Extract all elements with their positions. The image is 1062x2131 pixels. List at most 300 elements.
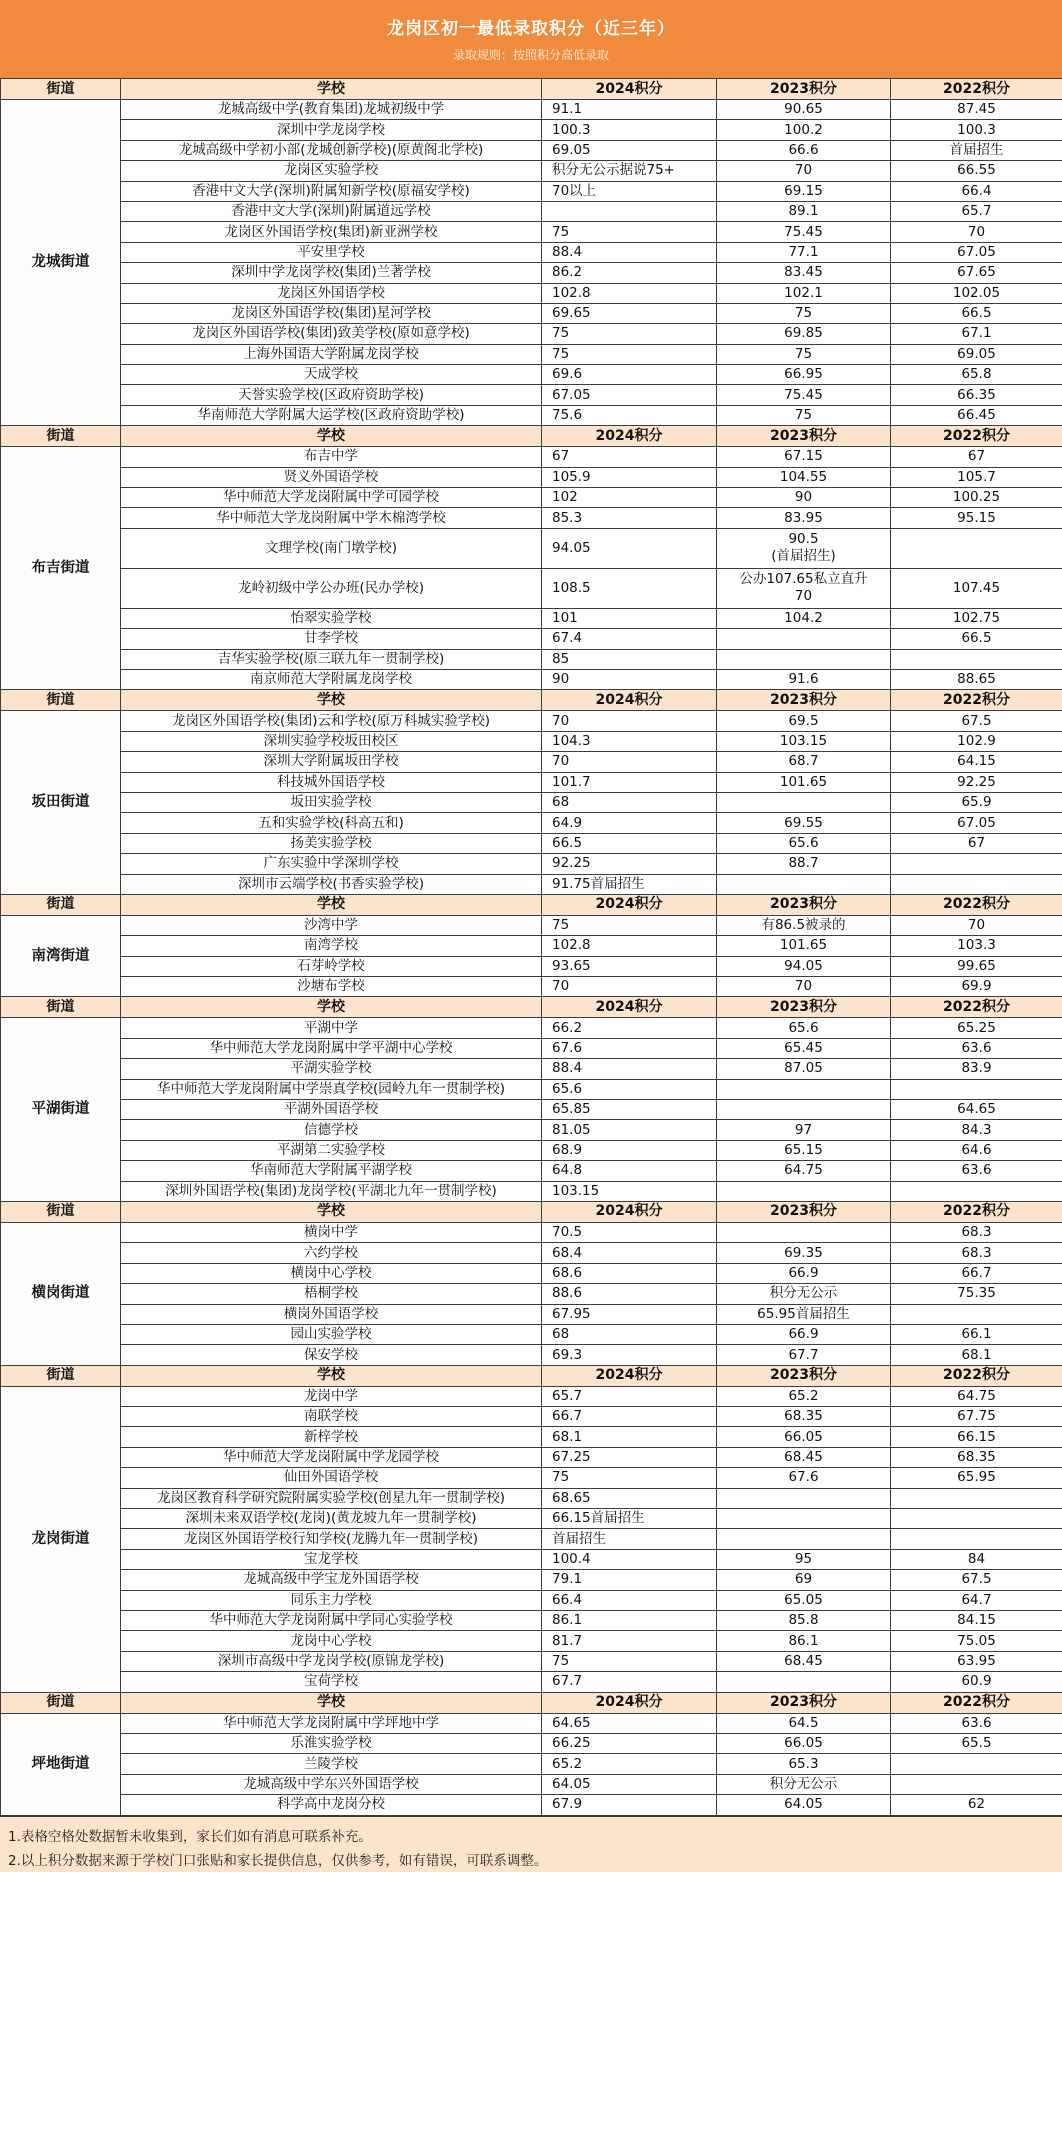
score-2022: 68.35 bbox=[891, 1447, 1062, 1467]
score-2022: 67.65 bbox=[891, 263, 1062, 283]
score-2024: 108.5 bbox=[542, 568, 717, 608]
score-2024: 75 bbox=[542, 222, 717, 242]
score-2022: 67.75 bbox=[891, 1407, 1062, 1427]
school-name: 科学高中龙岗分校 bbox=[121, 1795, 542, 1815]
score-2023 bbox=[717, 649, 891, 669]
school-name: 同乐主力学校 bbox=[121, 1590, 542, 1610]
school-row bbox=[1, 1733, 1062, 1753]
score-2022: 66.15 bbox=[891, 1427, 1062, 1447]
score-2024: 68.65 bbox=[542, 1488, 717, 1508]
score-2024: 65.85 bbox=[542, 1100, 717, 1120]
school-name: 平湖中学 bbox=[121, 1018, 542, 1038]
score-2024: 65.2 bbox=[542, 1754, 717, 1774]
school-row bbox=[1, 1161, 1062, 1181]
school-row bbox=[1, 100, 1062, 120]
score-2024 bbox=[542, 201, 717, 221]
score-2024: 69.05 bbox=[542, 140, 717, 160]
score-2024: 积分无公示据说75+ bbox=[542, 161, 717, 181]
district-column-header: 街道 bbox=[1, 690, 121, 711]
school-name: 华中师范大学龙岗附属中学平湖中心学校 bbox=[121, 1038, 542, 1058]
district-name: 龙岗街道 bbox=[1, 1386, 121, 1692]
school-name: 龙岗区外国语学校(集团)新亚洲学校 bbox=[121, 222, 542, 242]
score-2022: 67.5 bbox=[891, 711, 1062, 731]
school-name: 横岗中学 bbox=[121, 1222, 542, 1242]
school-name: 六约学校 bbox=[121, 1243, 542, 1263]
score-2022: 63.6 bbox=[891, 1713, 1062, 1733]
score-2023 bbox=[717, 1488, 891, 1508]
score-2022: 63.6 bbox=[891, 1161, 1062, 1181]
score-2024: 68 bbox=[542, 792, 717, 812]
school-row bbox=[1, 752, 1062, 772]
school-name: 贤义外国语学校 bbox=[121, 467, 542, 487]
score-2022: 64.15 bbox=[891, 752, 1062, 772]
score-2024: 90 bbox=[542, 669, 717, 689]
score-2023: 69.35 bbox=[717, 1243, 891, 1263]
school-name: 龙城高级中学宝龙外国语学校 bbox=[121, 1570, 542, 1590]
score-2024: 93.65 bbox=[542, 956, 717, 976]
school-name: 平湖第二实验学校 bbox=[121, 1140, 542, 1160]
score-2023: 70 bbox=[717, 161, 891, 181]
school-row bbox=[1, 161, 1062, 181]
score-2023: 83.45 bbox=[717, 263, 891, 283]
score-2024-header: 2024积分 bbox=[542, 894, 717, 915]
score-2022: 67.05 bbox=[891, 813, 1062, 833]
school-column-header: 学校 bbox=[121, 997, 542, 1018]
score-2022: 107.45 bbox=[891, 568, 1062, 608]
score-2023: 66.6 bbox=[717, 140, 891, 160]
score-2024: 70以上 bbox=[542, 181, 717, 201]
score-2023: 64.5 bbox=[717, 1713, 891, 1733]
score-2024: 101.7 bbox=[542, 772, 717, 792]
score-2023: 65.3 bbox=[717, 1754, 891, 1774]
school-row bbox=[1, 874, 1062, 894]
score-2022: 67.5 bbox=[891, 1570, 1062, 1590]
score-2024: 75 bbox=[542, 915, 717, 935]
school-row bbox=[1, 568, 1062, 608]
score-2023: 69.5 bbox=[717, 711, 891, 731]
score-2024: 66.4 bbox=[542, 1590, 717, 1610]
district-column-header: 街道 bbox=[1, 79, 121, 100]
school-name: 南京师范大学附属龙岗学校 bbox=[121, 669, 542, 689]
score-2022: 84.3 bbox=[891, 1120, 1062, 1140]
score-2022 bbox=[891, 1304, 1062, 1324]
score-2024: 85 bbox=[542, 649, 717, 669]
score-2022 bbox=[891, 1774, 1062, 1794]
score-2022: 69.9 bbox=[891, 977, 1062, 997]
score-2023: 102.1 bbox=[717, 283, 891, 303]
school-name: 华中师范大学龙岗附属中学木棉湾学校 bbox=[121, 508, 542, 528]
school-row bbox=[1, 1468, 1062, 1488]
score-2023 bbox=[717, 874, 891, 894]
school-column-header: 学校 bbox=[121, 79, 542, 100]
score-2024: 64.65 bbox=[542, 1713, 717, 1733]
score-2022 bbox=[891, 874, 1062, 894]
school-name: 横岗中心学校 bbox=[121, 1263, 542, 1283]
school-row bbox=[1, 1324, 1062, 1344]
school-row bbox=[1, 324, 1062, 344]
school-row bbox=[1, 629, 1062, 649]
school-name: 华中师范大学龙岗附属中学龙园学校 bbox=[121, 1447, 542, 1467]
score-2024-header: 2024积分 bbox=[542, 1201, 717, 1222]
school-row bbox=[1, 1140, 1062, 1160]
score-2022: 65.7 bbox=[891, 201, 1062, 221]
score-2024: 100.4 bbox=[542, 1549, 717, 1569]
district-name: 横岗街道 bbox=[1, 1222, 121, 1365]
score-2023: 68.7 bbox=[717, 752, 891, 772]
school-name: 华南师范大学附属大运学校(区政府资助学校) bbox=[121, 405, 542, 425]
district-header-row bbox=[1, 1692, 1062, 1713]
score-2022 bbox=[891, 649, 1062, 669]
score-2023: 104.2 bbox=[717, 608, 891, 628]
score-2023: 85.8 bbox=[717, 1611, 891, 1631]
school-row bbox=[1, 1222, 1062, 1242]
school-row bbox=[1, 649, 1062, 669]
school-row bbox=[1, 813, 1062, 833]
score-2022-header: 2022积分 bbox=[891, 79, 1062, 100]
school-name: 龙岗区外国语学校(集团)云和学校(原万科城实验学校) bbox=[121, 711, 542, 731]
school-name: 吉华实验学校(原三联九年一贯制学校) bbox=[121, 649, 542, 669]
score-2023 bbox=[717, 1509, 891, 1529]
school-name: 华中师范大学龙岗附属中学坪地中学 bbox=[121, 1713, 542, 1733]
score-2024: 70 bbox=[542, 977, 717, 997]
school-name: 兰陵学校 bbox=[121, 1754, 542, 1774]
school-name: 华南师范大学附属平湖学校 bbox=[121, 1161, 542, 1181]
district-name: 布吉街道 bbox=[1, 447, 121, 690]
score-2023 bbox=[717, 792, 891, 812]
score-2024: 64.05 bbox=[542, 1774, 717, 1794]
school-name: 深圳市云端学校(书香实验学校) bbox=[121, 874, 542, 894]
school-name: 南联学校 bbox=[121, 1407, 542, 1427]
school-row bbox=[1, 181, 1062, 201]
school-name: 龙城高级中学(教育集团)龙城初级中学 bbox=[121, 100, 542, 120]
school-row bbox=[1, 1059, 1062, 1079]
district-header-row bbox=[1, 997, 1062, 1018]
score-2022: 66.7 bbox=[891, 1263, 1062, 1283]
score-2024: 65.7 bbox=[542, 1386, 717, 1406]
score-2023: 66.05 bbox=[717, 1733, 891, 1753]
school-row bbox=[1, 405, 1062, 425]
score-2022: 66.35 bbox=[891, 385, 1062, 405]
school-row bbox=[1, 242, 1062, 262]
footnote-2: 2.以上积分数据来源于学校门口张贴和家长提供信息，仅供参考，如有错误，可联系调整。 bbox=[8, 1853, 548, 1869]
score-2023: 86.1 bbox=[717, 1631, 891, 1651]
score-2022: 83.9 bbox=[891, 1059, 1062, 1079]
score-2024: 92.25 bbox=[542, 854, 717, 874]
score-2023: 75.45 bbox=[717, 222, 891, 242]
score-2024: 91.75首届招生 bbox=[542, 874, 717, 894]
school-row bbox=[1, 1713, 1062, 1733]
score-2022: 66.45 bbox=[891, 405, 1062, 425]
school-column-header: 学校 bbox=[121, 690, 542, 711]
score-2023: 101.65 bbox=[717, 936, 891, 956]
school-name: 华中师范大学龙岗附属中学同心实验学校 bbox=[121, 1611, 542, 1631]
score-2022: 68.1 bbox=[891, 1345, 1062, 1365]
score-2024: 67.4 bbox=[542, 629, 717, 649]
school-row bbox=[1, 772, 1062, 792]
school-row bbox=[1, 1120, 1062, 1140]
score-2023: 66.9 bbox=[717, 1263, 891, 1283]
score-2023 bbox=[717, 1222, 891, 1242]
school-name: 仙田外国语学校 bbox=[121, 1468, 542, 1488]
school-row bbox=[1, 1181, 1062, 1201]
score-2023 bbox=[717, 1100, 891, 1120]
score-2022: 75.35 bbox=[891, 1284, 1062, 1304]
school-name: 龙岗中学 bbox=[121, 1386, 542, 1406]
school-row bbox=[1, 365, 1062, 385]
school-row bbox=[1, 1427, 1062, 1447]
score-2022: 66.5 bbox=[891, 303, 1062, 323]
district-column-header: 街道 bbox=[1, 894, 121, 915]
score-2022: 67.1 bbox=[891, 324, 1062, 344]
school-column-header: 学校 bbox=[121, 1201, 542, 1222]
score-2024: 69.3 bbox=[542, 1345, 717, 1365]
score-2022: 65.25 bbox=[891, 1018, 1062, 1038]
school-row bbox=[1, 608, 1062, 628]
score-2022: 66.55 bbox=[891, 161, 1062, 181]
school-row bbox=[1, 1386, 1062, 1406]
score-2023-header: 2023积分 bbox=[717, 79, 891, 100]
score-2024: 68.9 bbox=[542, 1140, 717, 1160]
score-2024: 79.1 bbox=[542, 1570, 717, 1590]
score-2022: 84 bbox=[891, 1549, 1062, 1569]
school-row bbox=[1, 1509, 1062, 1529]
score-2022: 65.9 bbox=[891, 792, 1062, 812]
district-header-row bbox=[1, 79, 1062, 100]
score-2022: 87.45 bbox=[891, 100, 1062, 120]
score-2023: 75 bbox=[717, 344, 891, 364]
score-2023 bbox=[717, 1079, 891, 1099]
score-2022: 70 bbox=[891, 222, 1062, 242]
school-row bbox=[1, 956, 1062, 976]
table-header bbox=[0, 0, 1062, 78]
school-name: 深圳未来双语学校(龙岗)(黄龙坡九年一贯制学校) bbox=[121, 1509, 542, 1529]
school-row bbox=[1, 1079, 1062, 1099]
score-2022 bbox=[891, 854, 1062, 874]
school-name: 龙岗区外国语学校(集团)星河学校 bbox=[121, 303, 542, 323]
school-row bbox=[1, 344, 1062, 364]
score-2024: 65.6 bbox=[542, 1079, 717, 1099]
score-2024: 103.15 bbox=[542, 1181, 717, 1201]
score-2023: 70 bbox=[717, 977, 891, 997]
score-2023: 69.15 bbox=[717, 181, 891, 201]
score-2023: 65.45 bbox=[717, 1038, 891, 1058]
score-2024: 75.6 bbox=[542, 405, 717, 425]
score-2024-header: 2024积分 bbox=[542, 997, 717, 1018]
score-2024: 88.6 bbox=[542, 1284, 717, 1304]
score-2022 bbox=[891, 1509, 1062, 1529]
school-row bbox=[1, 1549, 1062, 1569]
school-name: 沙湾中学 bbox=[121, 915, 542, 935]
score-2023: 68.45 bbox=[717, 1651, 891, 1671]
score-2024: 75 bbox=[542, 344, 717, 364]
score-2022: 70 bbox=[891, 915, 1062, 935]
school-name: 文理学校(南门墩学校) bbox=[121, 528, 542, 568]
school-row bbox=[1, 1447, 1062, 1467]
school-name: 平湖实验学校 bbox=[121, 1059, 542, 1079]
score-2024: 86.2 bbox=[542, 263, 717, 283]
score-2022 bbox=[891, 1181, 1062, 1201]
score-2024: 69.6 bbox=[542, 365, 717, 385]
footnote-1: 1.表格空格处数据暂未收集到，家长们如有消息可联系补充。 bbox=[8, 1829, 372, 1845]
score-2023: 公办107.65私立直升 70 bbox=[717, 568, 891, 608]
score-2024: 70.5 bbox=[542, 1222, 717, 1242]
score-2022 bbox=[891, 1488, 1062, 1508]
school-row bbox=[1, 1263, 1062, 1283]
district-header-row bbox=[1, 894, 1062, 915]
school-name: 科技城外国语学校 bbox=[121, 772, 542, 792]
score-2023: 65.6 bbox=[717, 833, 891, 853]
score-2022: 100.25 bbox=[891, 488, 1062, 508]
district-name: 龙城街道 bbox=[1, 100, 121, 426]
score-2023 bbox=[717, 1672, 891, 1692]
score-2024: 81.05 bbox=[542, 1120, 717, 1140]
school-row bbox=[1, 1038, 1062, 1058]
score-2024: 66.5 bbox=[542, 833, 717, 853]
score-2024: 68 bbox=[542, 1324, 717, 1344]
district-column-header: 街道 bbox=[1, 997, 121, 1018]
district-column-header: 街道 bbox=[1, 426, 121, 447]
score-2023-header: 2023积分 bbox=[717, 1201, 891, 1222]
score-2022: 105.7 bbox=[891, 467, 1062, 487]
score-2024: 首届招生 bbox=[542, 1529, 717, 1549]
school-name: 怡翠实验学校 bbox=[121, 608, 542, 628]
school-row bbox=[1, 201, 1062, 221]
score-2022: 67 bbox=[891, 833, 1062, 853]
school-row bbox=[1, 1284, 1062, 1304]
score-2024: 102 bbox=[542, 488, 717, 508]
school-name: 南湾学校 bbox=[121, 936, 542, 956]
school-name: 平安里学校 bbox=[121, 242, 542, 262]
school-name: 龙城高级中学初小部(龙城创新学校)(原黄阁北学校) bbox=[121, 140, 542, 160]
score-2022: 69.05 bbox=[891, 344, 1062, 364]
score-2022: 63.6 bbox=[891, 1038, 1062, 1058]
school-name: 平湖外国语学校 bbox=[121, 1100, 542, 1120]
school-row bbox=[1, 1018, 1062, 1038]
score-2024: 88.4 bbox=[542, 242, 717, 262]
score-2022: 65.95 bbox=[891, 1468, 1062, 1488]
district-name: 南湾街道 bbox=[1, 915, 121, 997]
score-2024: 67.05 bbox=[542, 385, 717, 405]
score-2022: 64.65 bbox=[891, 1100, 1062, 1120]
school-row bbox=[1, 385, 1062, 405]
score-2023: 65.95首届招生 bbox=[717, 1304, 891, 1324]
score-2022-header: 2022积分 bbox=[891, 1692, 1062, 1713]
score-2022: 68.3 bbox=[891, 1243, 1062, 1263]
score-2022: 100.3 bbox=[891, 120, 1062, 140]
page-title: 龙岗区初一最低录取积分（近三年） bbox=[387, 19, 675, 39]
score-2023-header: 2023积分 bbox=[717, 690, 891, 711]
school-column-header: 学校 bbox=[121, 426, 542, 447]
school-row bbox=[1, 1631, 1062, 1651]
district-column-header: 街道 bbox=[1, 1201, 121, 1222]
score-2024: 70 bbox=[542, 752, 717, 772]
district-column-header: 街道 bbox=[1, 1365, 121, 1386]
school-name: 深圳中学龙岗学校 bbox=[121, 120, 542, 140]
school-name: 龙岗区外国语学校(集团)致美学校(原如意学校) bbox=[121, 324, 542, 344]
score-2023-header: 2023积分 bbox=[717, 1692, 891, 1713]
score-2024: 66.25 bbox=[542, 1733, 717, 1753]
district-header-row bbox=[1, 1201, 1062, 1222]
score-2023: 89.1 bbox=[717, 201, 891, 221]
school-row bbox=[1, 508, 1062, 528]
score-2023: 67.6 bbox=[717, 1468, 891, 1488]
score-2023 bbox=[717, 1529, 891, 1549]
score-2024: 75 bbox=[542, 1651, 717, 1671]
score-2022: 67.05 bbox=[891, 242, 1062, 262]
score-2024: 67.9 bbox=[542, 1795, 717, 1815]
score-2024: 64.8 bbox=[542, 1161, 717, 1181]
school-row bbox=[1, 833, 1062, 853]
score-2023: 77.1 bbox=[717, 242, 891, 262]
score-table bbox=[0, 78, 1062, 1816]
score-2023-header: 2023积分 bbox=[717, 426, 891, 447]
district-name: 坪地街道 bbox=[1, 1713, 121, 1815]
score-2022: 102.05 bbox=[891, 283, 1062, 303]
score-2024: 67 bbox=[542, 447, 717, 467]
school-name: 深圳市高级中学龙岗学校(原锦龙学校) bbox=[121, 1651, 542, 1671]
school-row bbox=[1, 1243, 1062, 1263]
score-2022: 88.65 bbox=[891, 669, 1062, 689]
score-2023: 积分无公示 bbox=[717, 1774, 891, 1794]
school-column-header: 学校 bbox=[121, 1365, 542, 1386]
school-row bbox=[1, 1304, 1062, 1324]
score-2022 bbox=[891, 1529, 1062, 1549]
score-2022 bbox=[891, 528, 1062, 568]
school-name: 新梓学校 bbox=[121, 1427, 542, 1447]
score-2022-header: 2022积分 bbox=[891, 894, 1062, 915]
school-name: 广东实验中学深圳学校 bbox=[121, 854, 542, 874]
score-2024: 101 bbox=[542, 608, 717, 628]
score-2023: 68.45 bbox=[717, 1447, 891, 1467]
score-2023: 75 bbox=[717, 405, 891, 425]
score-2023: 94.05 bbox=[717, 956, 891, 976]
score-2022: 66.5 bbox=[891, 629, 1062, 649]
score-2024: 86.1 bbox=[542, 1611, 717, 1631]
school-name: 上海外国语大学附属龙岗学校 bbox=[121, 344, 542, 364]
score-2024: 85.3 bbox=[542, 508, 717, 528]
district-name: 平湖街道 bbox=[1, 1018, 121, 1202]
score-2023: 64.75 bbox=[717, 1161, 891, 1181]
score-2022: 63.95 bbox=[891, 1651, 1062, 1671]
school-name: 横岗外国语学校 bbox=[121, 1304, 542, 1324]
school-row bbox=[1, 731, 1062, 751]
school-row bbox=[1, 447, 1062, 467]
school-row bbox=[1, 669, 1062, 689]
school-name: 乐淮实验学校 bbox=[121, 1733, 542, 1753]
score-2024-header: 2024积分 bbox=[542, 1692, 717, 1713]
school-row bbox=[1, 1570, 1062, 1590]
score-2023: 91.6 bbox=[717, 669, 891, 689]
score-2023: 95 bbox=[717, 1549, 891, 1569]
school-row bbox=[1, 936, 1062, 956]
score-2023 bbox=[717, 1181, 891, 1201]
school-column-header: 学校 bbox=[121, 894, 542, 915]
score-2022: 95.15 bbox=[891, 508, 1062, 528]
school-name: 龙岗中心学校 bbox=[121, 1631, 542, 1651]
score-2023: 68.35 bbox=[717, 1407, 891, 1427]
score-2022: 84.15 bbox=[891, 1611, 1062, 1631]
score-2022: 66.4 bbox=[891, 181, 1062, 201]
school-row bbox=[1, 792, 1062, 812]
score-2024: 66.15首届招生 bbox=[542, 1509, 717, 1529]
score-2022: 首届招生 bbox=[891, 140, 1062, 160]
score-2022: 64.75 bbox=[891, 1386, 1062, 1406]
school-row bbox=[1, 1488, 1062, 1508]
school-row bbox=[1, 1774, 1062, 1794]
score-2022: 92.25 bbox=[891, 772, 1062, 792]
score-2024: 68.6 bbox=[542, 1263, 717, 1283]
school-name: 石芽岭学校 bbox=[121, 956, 542, 976]
